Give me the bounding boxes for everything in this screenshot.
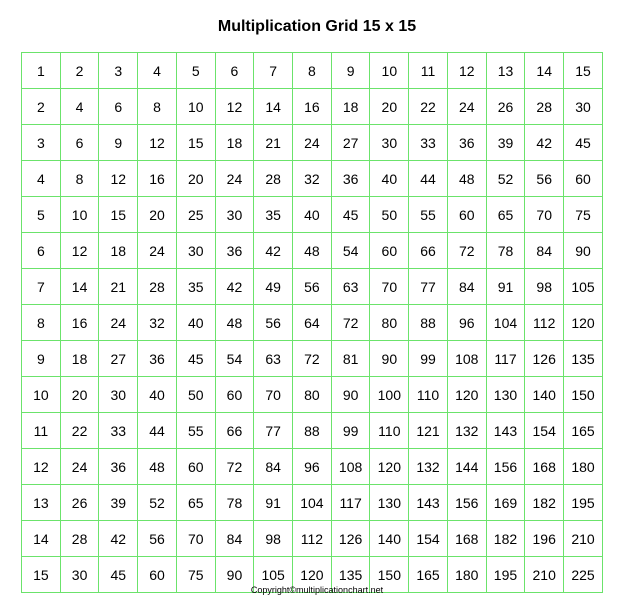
grid-cell: 90 <box>564 233 603 269</box>
grid-cell: 168 <box>447 521 486 557</box>
grid-cell: 33 <box>409 125 448 161</box>
grid-row <box>22 161 603 197</box>
grid-cell: 42 <box>215 269 254 305</box>
grid-cell: 32 <box>138 305 177 341</box>
grid-cell: 63 <box>331 269 370 305</box>
grid-row <box>22 413 603 449</box>
grid-cell: 117 <box>486 341 525 377</box>
grid-cell: 210 <box>525 557 564 593</box>
grid-cell: 65 <box>486 197 525 233</box>
grid-cell: 48 <box>215 305 254 341</box>
grid-cell: 78 <box>486 233 525 269</box>
grid-cell: 80 <box>293 377 332 413</box>
grid-cell: 140 <box>525 377 564 413</box>
grid-cell: 182 <box>525 485 564 521</box>
grid-row <box>22 305 603 341</box>
grid-cell: 12 <box>99 161 138 197</box>
grid-cell: 70 <box>525 197 564 233</box>
grid-cell: 66 <box>215 413 254 449</box>
grid-row <box>22 521 603 557</box>
grid-cell: 132 <box>409 449 448 485</box>
grid-cell: 156 <box>447 485 486 521</box>
grid-cell: 144 <box>447 449 486 485</box>
grid-cell: 77 <box>254 413 293 449</box>
page-title: Multiplication Grid 15 x 15 <box>217 18 417 35</box>
grid-cell: 60 <box>370 233 409 269</box>
grid-cell: 195 <box>486 557 525 593</box>
grid-cell: 30 <box>215 197 254 233</box>
grid-cell: 48 <box>138 449 177 485</box>
grid-body <box>22 53 603 593</box>
grid-cell: 26 <box>486 89 525 125</box>
grid-cell: 27 <box>99 341 138 377</box>
grid-cell: 12 <box>60 233 99 269</box>
grid-cell: 63 <box>254 341 293 377</box>
grid-cell: 20 <box>138 197 177 233</box>
grid-cell: 12 <box>447 53 486 89</box>
grid-cell: 13 <box>486 53 525 89</box>
grid-cell: 88 <box>293 413 332 449</box>
grid-row <box>22 377 603 413</box>
grid-cell: 56 <box>525 161 564 197</box>
grid-cell: 180 <box>564 449 603 485</box>
grid-cell: 120 <box>370 449 409 485</box>
grid-cell: 154 <box>409 521 448 557</box>
grid-cell: 80 <box>370 305 409 341</box>
grid-cell: 182 <box>486 521 525 557</box>
grid-cell: 44 <box>138 413 177 449</box>
grid-cell: 72 <box>215 449 254 485</box>
grid-cell: 150 <box>370 557 409 593</box>
grid-cell: 24 <box>60 449 99 485</box>
grid-cell: 66 <box>409 233 448 269</box>
grid-cell: 117 <box>331 485 370 521</box>
grid-cell: 52 <box>138 485 177 521</box>
grid-cell: 45 <box>176 341 215 377</box>
grid-cell: 72 <box>293 341 332 377</box>
grid-cell: 24 <box>447 89 486 125</box>
grid-cell: 32 <box>293 161 332 197</box>
grid-cell: 120 <box>293 557 332 593</box>
grid-cell: 110 <box>409 377 448 413</box>
grid-cell: 9 <box>99 125 138 161</box>
grid-cell: 165 <box>409 557 448 593</box>
grid-cell: 12 <box>22 449 61 485</box>
grid-cell: 78 <box>215 485 254 521</box>
grid-cell: 140 <box>370 521 409 557</box>
grid-cell: 24 <box>138 233 177 269</box>
grid-cell: 49 <box>254 269 293 305</box>
grid-cell: 56 <box>254 305 293 341</box>
grid-cell: 26 <box>60 485 99 521</box>
grid-cell: 2 <box>22 89 61 125</box>
grid-cell: 143 <box>486 413 525 449</box>
grid-cell: 14 <box>22 521 61 557</box>
grid-cell: 4 <box>60 89 99 125</box>
grid-cell: 84 <box>525 233 564 269</box>
grid-cell: 64 <box>293 305 332 341</box>
grid-cell: 6 <box>22 233 61 269</box>
grid-cell: 70 <box>254 377 293 413</box>
grid-cell: 36 <box>215 233 254 269</box>
grid-cell: 28 <box>138 269 177 305</box>
grid-cell: 15 <box>564 53 603 89</box>
grid-row <box>22 449 603 485</box>
grid-cell: 45 <box>331 197 370 233</box>
grid-cell: 105 <box>254 557 293 593</box>
grid-row <box>22 125 603 161</box>
grid-row <box>22 197 603 233</box>
grid-cell: 40 <box>138 377 177 413</box>
grid-cell: 10 <box>370 53 409 89</box>
grid-cell: 44 <box>409 161 448 197</box>
grid-cell: 90 <box>370 341 409 377</box>
grid-cell: 156 <box>486 449 525 485</box>
grid-cell: 21 <box>99 269 138 305</box>
grid-cell: 20 <box>60 377 99 413</box>
grid-cell: 12 <box>215 89 254 125</box>
grid-cell: 28 <box>254 161 293 197</box>
grid-cell: 56 <box>293 269 332 305</box>
grid-cell: 36 <box>447 125 486 161</box>
grid-cell: 20 <box>370 89 409 125</box>
grid-cell: 25 <box>176 197 215 233</box>
grid-cell: 50 <box>370 197 409 233</box>
grid-cell: 154 <box>525 413 564 449</box>
grid-cell: 60 <box>138 557 177 593</box>
grid-cell: 10 <box>22 377 61 413</box>
grid-cell: 36 <box>331 161 370 197</box>
grid-cell: 75 <box>176 557 215 593</box>
grid-cell: 70 <box>370 269 409 305</box>
grid-cell: 30 <box>99 377 138 413</box>
grid-cell: 6 <box>60 125 99 161</box>
grid-cell: 36 <box>99 449 138 485</box>
grid-cell: 18 <box>215 125 254 161</box>
grid-cell: 15 <box>22 557 61 593</box>
grid-cell: 7 <box>22 269 61 305</box>
grid-cell: 50 <box>176 377 215 413</box>
grid-cell: 168 <box>525 449 564 485</box>
grid-cell: 150 <box>564 377 603 413</box>
grid-cell: 2 <box>60 53 99 89</box>
grid-cell: 45 <box>99 557 138 593</box>
grid-cell: 143 <box>409 485 448 521</box>
grid-cell: 88 <box>409 305 448 341</box>
grid-cell: 135 <box>331 557 370 593</box>
grid-row <box>22 485 603 521</box>
grid-cell: 3 <box>22 125 61 161</box>
grid-cell: 11 <box>22 413 61 449</box>
grid-cell: 169 <box>486 485 525 521</box>
grid-cell: 98 <box>254 521 293 557</box>
grid-cell: 55 <box>176 413 215 449</box>
grid-row <box>22 341 603 377</box>
grid-cell: 54 <box>215 341 254 377</box>
grid-cell: 13 <box>22 485 61 521</box>
grid-cell: 42 <box>525 125 564 161</box>
grid-cell: 28 <box>60 521 99 557</box>
grid-cell: 7 <box>254 53 293 89</box>
grid-cell: 120 <box>564 305 603 341</box>
grid-cell: 126 <box>525 341 564 377</box>
grid-cell: 48 <box>447 161 486 197</box>
grid-cell: 126 <box>331 521 370 557</box>
grid-cell: 104 <box>486 305 525 341</box>
grid-cell: 5 <box>176 53 215 89</box>
grid-cell: 60 <box>176 449 215 485</box>
grid-cell: 14 <box>254 89 293 125</box>
grid-cell: 16 <box>60 305 99 341</box>
grid-cell: 84 <box>215 521 254 557</box>
grid-cell: 30 <box>370 125 409 161</box>
grid-cell: 42 <box>99 521 138 557</box>
grid-cell: 10 <box>60 197 99 233</box>
grid-cell: 48 <box>293 233 332 269</box>
grid-cell: 4 <box>138 53 177 89</box>
grid-cell: 11 <box>409 53 448 89</box>
grid-cell: 90 <box>331 377 370 413</box>
grid-cell: 24 <box>99 305 138 341</box>
grid-cell: 6 <box>99 89 138 125</box>
grid-cell: 18 <box>60 341 99 377</box>
grid-cell: 91 <box>486 269 525 305</box>
grid-cell: 81 <box>331 341 370 377</box>
grid-cell: 52 <box>486 161 525 197</box>
grid-cell: 16 <box>293 89 332 125</box>
grid-cell: 42 <box>254 233 293 269</box>
grid-cell: 104 <box>293 485 332 521</box>
grid-cell: 105 <box>564 269 603 305</box>
grid-cell: 84 <box>447 269 486 305</box>
grid-cell: 1 <box>22 53 61 89</box>
grid-cell: 108 <box>447 341 486 377</box>
grid-cell: 24 <box>293 125 332 161</box>
grid-cell: 12 <box>138 125 177 161</box>
grid-cell: 72 <box>447 233 486 269</box>
grid-cell: 36 <box>138 341 177 377</box>
grid-cell: 18 <box>99 233 138 269</box>
grid-cell: 20 <box>176 161 215 197</box>
grid-cell: 30 <box>564 89 603 125</box>
grid-cell: 8 <box>60 161 99 197</box>
grid-cell: 135 <box>564 341 603 377</box>
grid-cell: 112 <box>525 305 564 341</box>
grid-cell: 16 <box>138 161 177 197</box>
grid-cell: 5 <box>22 197 61 233</box>
grid-cell: 99 <box>409 341 448 377</box>
grid-row <box>22 53 603 89</box>
grid-cell: 15 <box>176 125 215 161</box>
grid-cell: 18 <box>331 89 370 125</box>
grid-cell: 60 <box>564 161 603 197</box>
grid-cell: 120 <box>447 377 486 413</box>
grid-cell: 100 <box>370 377 409 413</box>
grid-cell: 15 <box>99 197 138 233</box>
grid-cell: 98 <box>525 269 564 305</box>
grid-cell: 195 <box>564 485 603 521</box>
grid-cell: 30 <box>176 233 215 269</box>
grid-cell: 210 <box>564 521 603 557</box>
grid-cell: 39 <box>99 485 138 521</box>
grid-cell: 75 <box>564 197 603 233</box>
copyright-text: Copyright©multiplicationchart.net <box>250 585 384 595</box>
grid-cell: 84 <box>254 449 293 485</box>
grid-cell: 4 <box>22 161 61 197</box>
grid-cell: 132 <box>447 413 486 449</box>
grid-cell: 30 <box>60 557 99 593</box>
grid-cell: 60 <box>215 377 254 413</box>
grid-cell: 35 <box>176 269 215 305</box>
grid-row <box>22 269 603 305</box>
grid-row <box>22 89 603 125</box>
grid-cell: 196 <box>525 521 564 557</box>
grid-cell: 91 <box>254 485 293 521</box>
grid-cell: 9 <box>22 341 61 377</box>
grid-cell: 40 <box>176 305 215 341</box>
grid-cell: 121 <box>409 413 448 449</box>
grid-cell: 70 <box>176 521 215 557</box>
grid-cell: 72 <box>331 305 370 341</box>
grid-cell: 112 <box>293 521 332 557</box>
grid-cell: 28 <box>525 89 564 125</box>
grid-cell: 225 <box>564 557 603 593</box>
grid-cell: 3 <box>99 53 138 89</box>
grid-row <box>22 233 603 269</box>
grid-cell: 96 <box>293 449 332 485</box>
grid-cell: 110 <box>370 413 409 449</box>
grid-cell: 22 <box>409 89 448 125</box>
grid-cell: 9 <box>331 53 370 89</box>
grid-cell: 8 <box>22 305 61 341</box>
grid-cell: 24 <box>215 161 254 197</box>
grid-cell: 65 <box>176 485 215 521</box>
grid-cell: 180 <box>447 557 486 593</box>
grid-cell: 165 <box>564 413 603 449</box>
grid-cell: 14 <box>60 269 99 305</box>
grid-cell: 21 <box>254 125 293 161</box>
grid-cell: 6 <box>215 53 254 89</box>
grid-cell: 96 <box>447 305 486 341</box>
grid-cell: 60 <box>447 197 486 233</box>
grid-cell: 8 <box>293 53 332 89</box>
grid-cell: 56 <box>138 521 177 557</box>
grid-cell: 77 <box>409 269 448 305</box>
grid-cell: 90 <box>215 557 254 593</box>
grid-cell: 55 <box>409 197 448 233</box>
grid-cell: 33 <box>99 413 138 449</box>
grid-cell: 35 <box>254 197 293 233</box>
grid-cell: 40 <box>293 197 332 233</box>
grid-cell: 10 <box>176 89 215 125</box>
grid-cell: 8 <box>138 89 177 125</box>
grid-cell: 54 <box>331 233 370 269</box>
grid-cell: 14 <box>525 53 564 89</box>
grid-cell: 108 <box>331 449 370 485</box>
grid-cell: 27 <box>331 125 370 161</box>
grid-cell: 22 <box>60 413 99 449</box>
grid-cell: 45 <box>564 125 603 161</box>
grid-cell: 130 <box>486 377 525 413</box>
grid-cell: 40 <box>370 161 409 197</box>
grid-cell: 39 <box>486 125 525 161</box>
grid-cell: 99 <box>331 413 370 449</box>
multiplication-grid <box>21 52 603 593</box>
grid-cell: 130 <box>370 485 409 521</box>
